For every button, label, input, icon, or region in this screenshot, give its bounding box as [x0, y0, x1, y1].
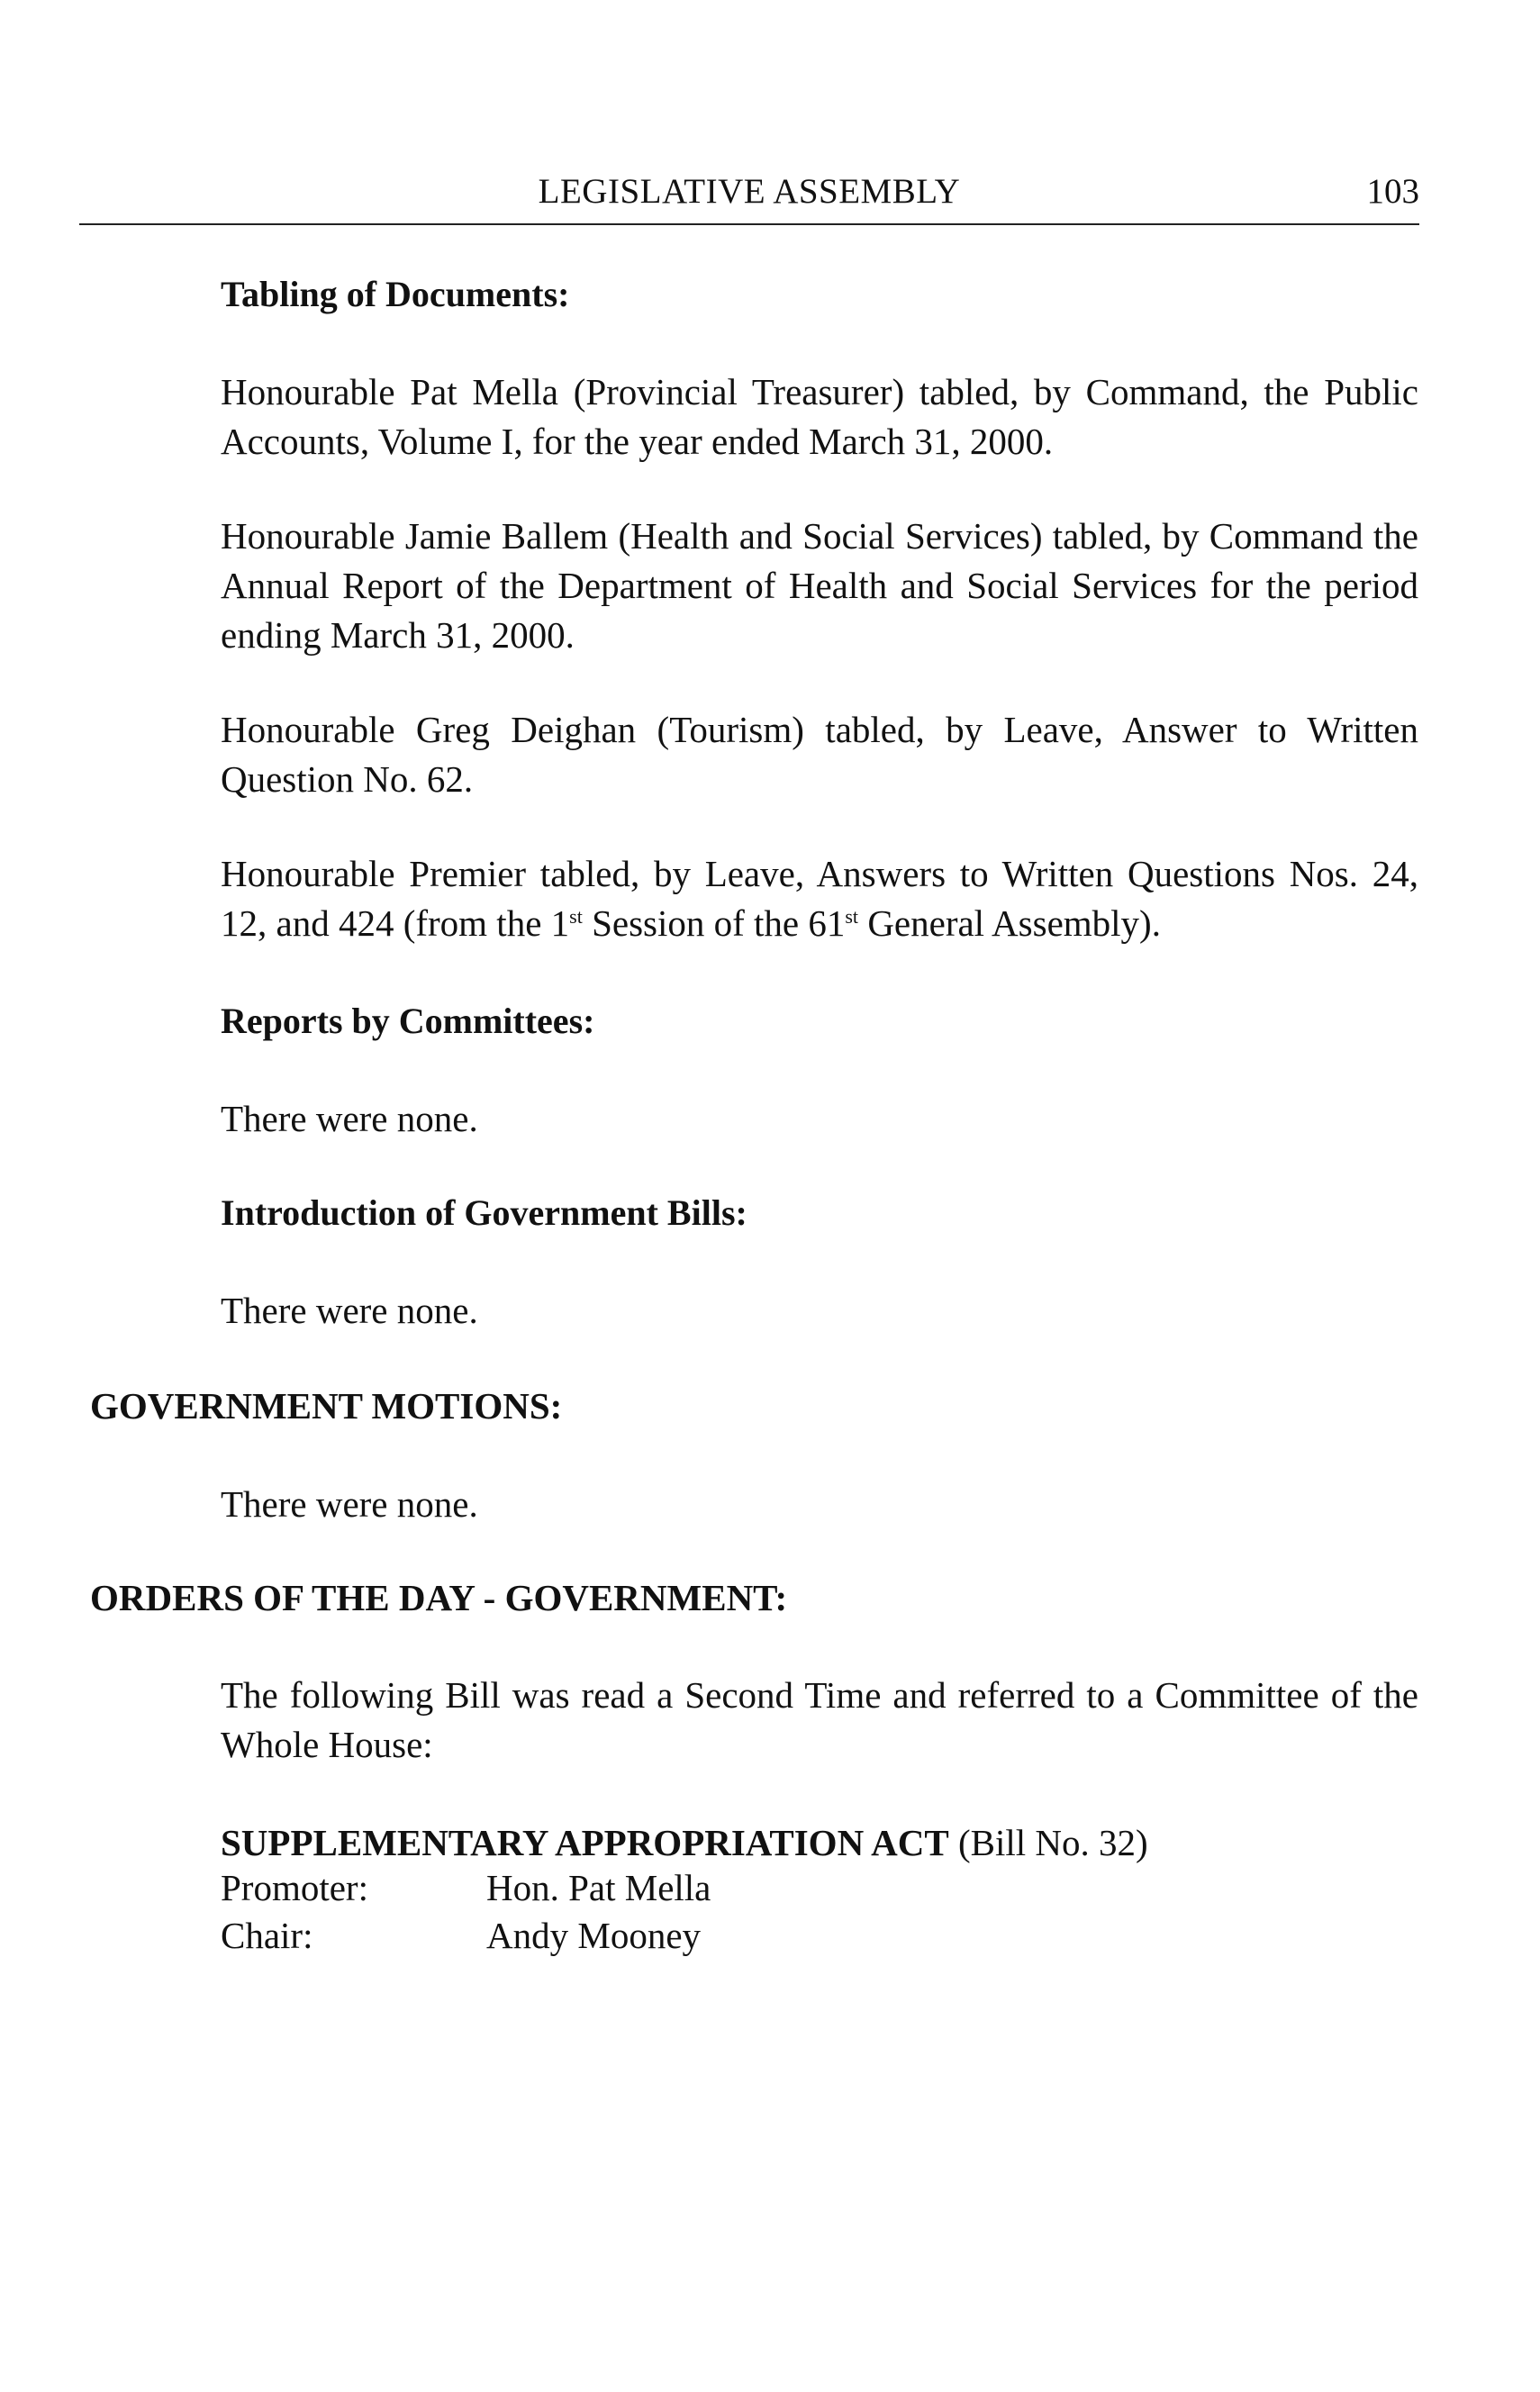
chair-value: Andy Mooney: [486, 1915, 702, 1956]
chair-label: Chair:: [221, 1915, 313, 1956]
premier-text-a: Honourable Premier tabled, by Leave, Answers to Written Questions Nos. 24, 12, and 424 (from the 1: [221, 853, 1418, 944]
reports-heading: Reports by Committees:: [221, 1001, 595, 1041]
running-header: [79, 168, 1419, 225]
promoter-row: [221, 1866, 711, 1909]
bill-name: SUPPLEMENTARY APPROPRIATION ACT: [221, 1822, 949, 1863]
orders-heading: ORDERS OF THE DAY - GOVERNMENT:: [90, 1577, 788, 1618]
gov-bills-text: There were none.: [221, 1290, 478, 1331]
gov-motions-text: There were none.: [221, 1483, 478, 1525]
page-number: 103: [1366, 172, 1419, 211]
premier-sup-a: st: [569, 905, 583, 928]
gov-motions-heading: GOVERNMENT MOTIONS:: [90, 1385, 563, 1427]
reports-text: There were none.: [221, 1098, 478, 1139]
running-title: LEGISLATIVE ASSEMBLY: [538, 172, 961, 211]
tabling-item-tourism-answer: Honourable Greg Deighan (Tourism) tabled, by Leave, Answer to Written Question No. 62.: [221, 709, 1418, 800]
orders-intro: The following Bill was read a Second Time and referred to a Committee of the Whole House:: [221, 1674, 1418, 1765]
gov-bills-heading: Introduction of Government Bills:: [221, 1192, 747, 1233]
premier-text-c: General Assembly).: [858, 902, 1161, 944]
promoter-label: Promoter:: [221, 1867, 368, 1908]
promoter-value: Hon. Pat Mella: [486, 1867, 711, 1908]
bill-title-line: [221, 1821, 1148, 1864]
premier-sup-b: st: [845, 905, 859, 928]
tabling-heading: Tabling of Documents:: [221, 274, 570, 314]
chair-row: [221, 1914, 701, 1957]
tabling-item-health-report: Honourable Jamie Ballem (Health and Social Services) tabled, by Command the Annual Report of the Department of Health and Social Services for the period ending March 31, 2000.: [221, 515, 1418, 656]
premier-text-b: Session of the 61: [582, 902, 846, 944]
bill-number: (Bill No. 32): [948, 1822, 1148, 1863]
tabling-item-public-accounts: Honourable Pat Mella (Provincial Treasurer) tabled, by Command, the Public Accounts, Volume I, for the year ended March 31, 2000.: [221, 371, 1418, 462]
tabling-item-premier-answers: [221, 849, 1418, 948]
